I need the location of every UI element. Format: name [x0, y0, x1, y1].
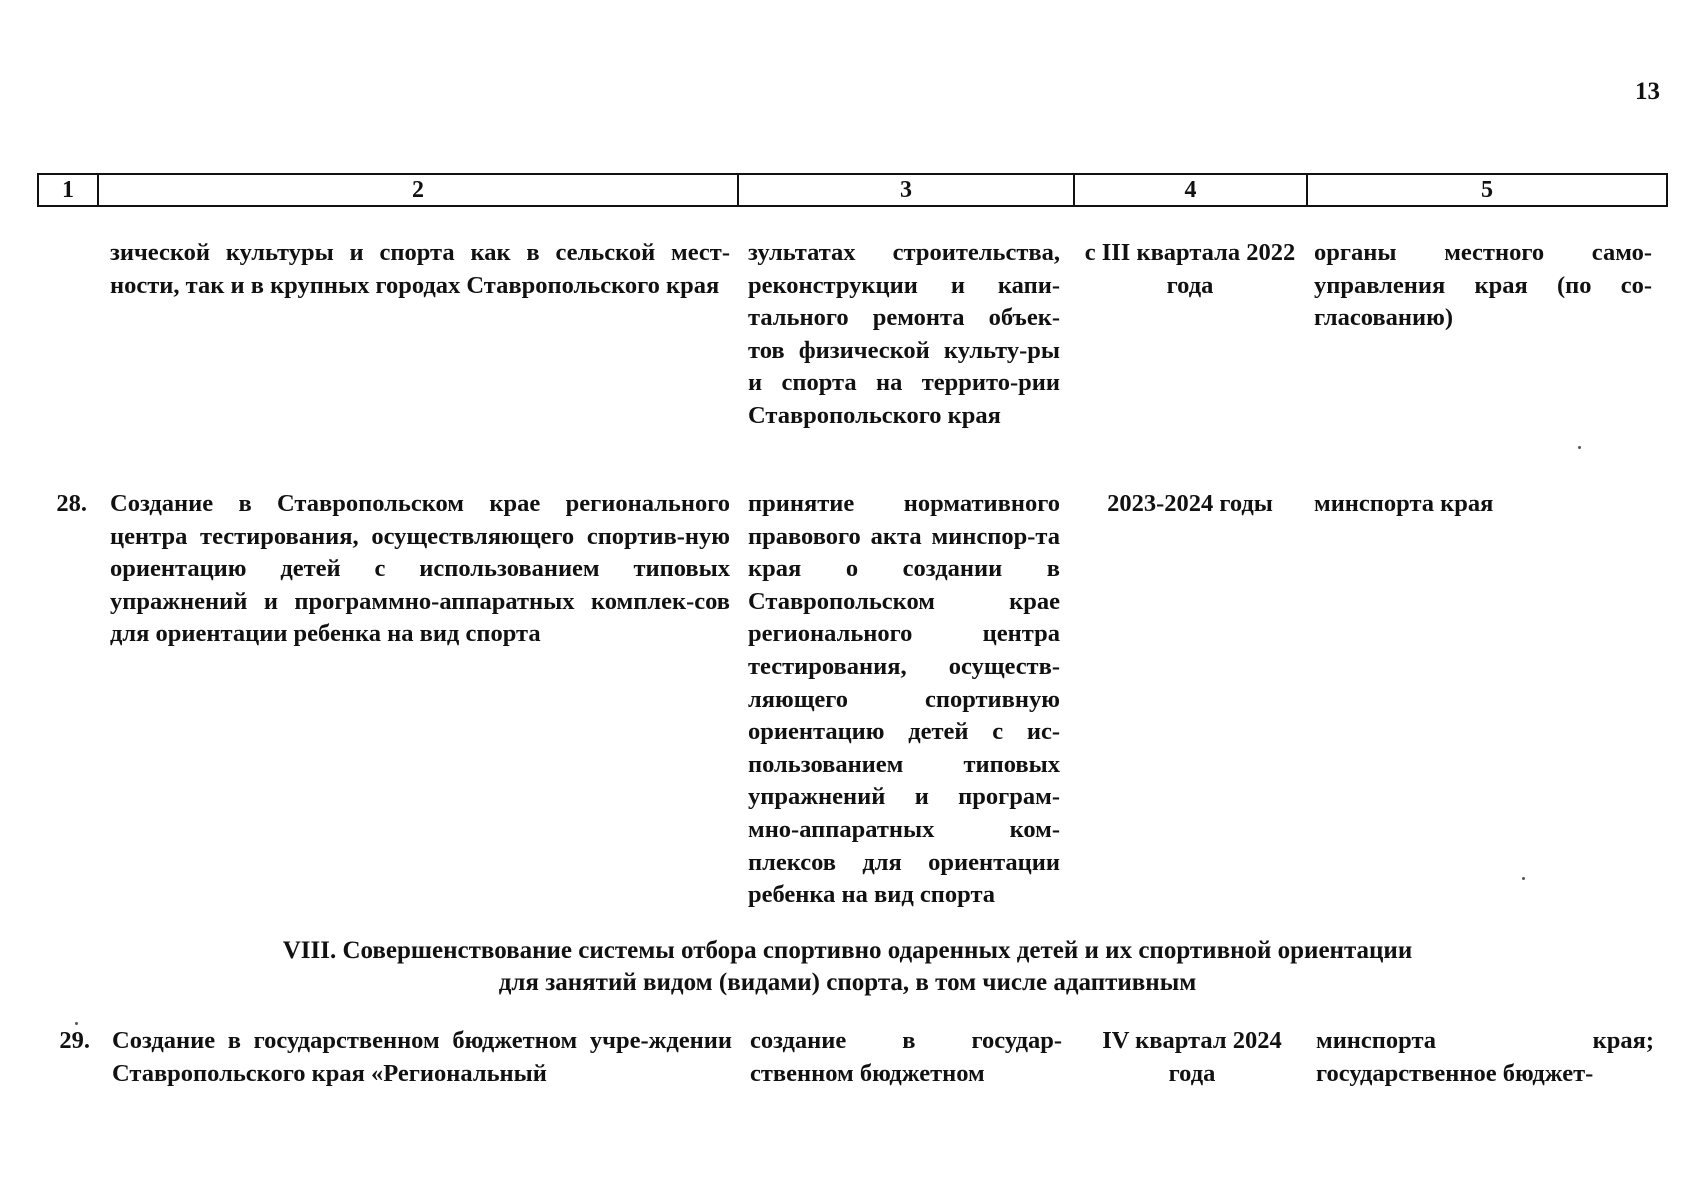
row-29-activity: Создание в государственном бюджетном учре-ждении Ставропольского края «Региональный — [112, 1027, 732, 1087]
row-29-number: 29. — [59, 1027, 90, 1054]
scan-speck — [75, 1022, 78, 1025]
column-header-2: 2 — [98, 174, 738, 206]
continued-row-activity: зической культуры и спорта как в сельской мест-ности, так и в крупных городах Ставропольского края — [110, 239, 730, 299]
row-29-responsible: минспорта края; государственное бюджет- — [1316, 1027, 1654, 1087]
row-29-deadline: IV квартал 2024 года — [1102, 1027, 1282, 1087]
column-header-3: 3 — [738, 174, 1074, 206]
section-heading-viii — [200, 935, 1495, 999]
row-28-activity: Создание в Ставропольском крае регионального центра тестирования, осуществляющего спортив-ную ориентацию детей с использованием типовых упражнений и программно-аппаратных комплек-сов для ориентации ребенка на вид спорта — [110, 490, 730, 648]
column-header-5: 5 — [1307, 174, 1667, 206]
row-28-number: 28. — [56, 490, 87, 517]
row-28-responsible: минспорта края — [1314, 490, 1494, 517]
row-28-deadline: 2023-2024 годы — [1107, 490, 1273, 517]
section-heading-line-1: VIII. Совершенствование системы отбора спортивно одаренных детей и их спортивной ориентации — [282, 937, 1413, 964]
column-header-4: 4 — [1074, 174, 1307, 206]
row-29-result: создание в государ-ственном бюджетном — [750, 1027, 1062, 1087]
continued-row-deadline: с III квартала 2022 года — [1084, 239, 1296, 299]
continued-row-responsible: органы местного само-управления края (по со-гласованию) — [1314, 239, 1652, 332]
scan-speck — [1578, 446, 1581, 449]
page-number: 13 — [1635, 78, 1660, 105]
column-header-table — [37, 173, 1668, 207]
column-header-1: 1 — [38, 174, 98, 206]
section-heading-line-2: для занятий видом (видами) спорта, в том числе адаптивным — [498, 969, 1197, 996]
row-28-result: принятие нормативного правового акта минспор-та края о создании в Ставропольском крае регионального центра тестирования, осуществ-ляющего спортивную ориентацию детей с ис-пользованием типовых упражнений и програм-мно-аппаратных ком-плексов для ориентации ребенка на вид спорта — [748, 490, 1060, 909]
scan-speck — [1522, 877, 1525, 880]
continued-row-result: зультатах строительства, реконструкции и капи-тального ремонта объек-тов физической культу-ры и спорта на террито-рии Ставропольского края — [748, 239, 1060, 429]
